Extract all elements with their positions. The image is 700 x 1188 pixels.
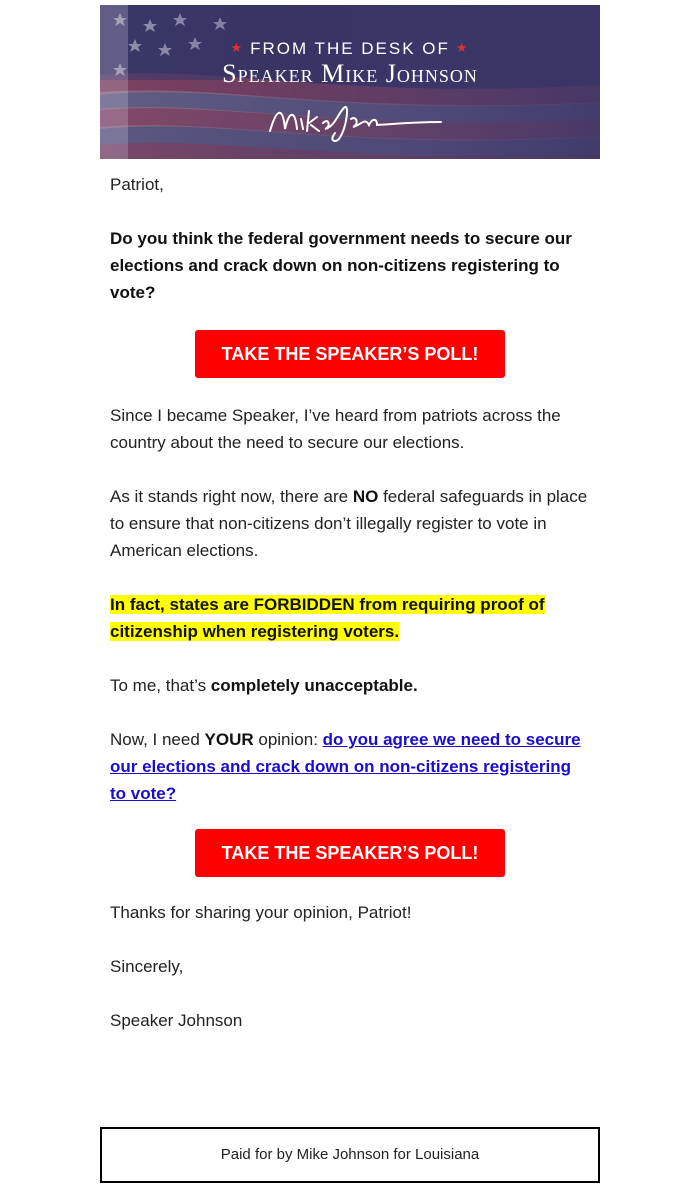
poll-button-row bbox=[110, 330, 590, 378]
thanks-line: Thanks for sharing your opinion, Patriot! bbox=[110, 903, 412, 922]
poll-button-row-2 bbox=[110, 829, 590, 877]
highlight-forbidden: FORBIDDEN bbox=[253, 595, 355, 614]
banner-title: Speaker Mike Johnson bbox=[222, 59, 478, 88]
paragraph-opinion-text-mid: opinion: bbox=[253, 730, 323, 749]
paragraph-opinion-text: Now, I need bbox=[110, 730, 205, 749]
signature-flourish-icon bbox=[265, 97, 445, 147]
lead-question: Do you think the federal government needs to secure our elections and crack down on non-citizens registering to vote? bbox=[110, 229, 572, 302]
emphasis-no: NO bbox=[352, 487, 379, 506]
poll-link[interactable]: do you agree we need to secure our elections and crack down on non-citizens registering to vote? bbox=[110, 730, 581, 803]
greeting: Patriot, bbox=[110, 175, 164, 194]
paragraph-unacceptable-text: To me, that’s bbox=[110, 676, 211, 695]
paragraph-unacceptable bbox=[110, 672, 590, 699]
paragraph-opinion bbox=[110, 726, 590, 807]
closing-line: Sincerely, bbox=[110, 957, 184, 976]
paragraph-safeguards-text: As it stands right now, there are bbox=[110, 487, 353, 506]
banner-kicker-text: FROM THE DESK OF bbox=[250, 39, 450, 58]
signature-image bbox=[265, 97, 445, 147]
emphasis-unacceptable: completely unacceptable. bbox=[210, 676, 418, 695]
highlighted-paragraph bbox=[110, 591, 590, 645]
banner-kicker bbox=[100, 39, 600, 59]
paragraph-safeguards bbox=[110, 483, 590, 564]
highlight-text-end: from requiring proof of citizenship when registering voters. bbox=[110, 595, 545, 641]
star-icon: ★ bbox=[455, 40, 470, 55]
star-icon: ★ bbox=[230, 40, 245, 55]
highlight-text-start: In fact, states are bbox=[110, 595, 254, 614]
paragraph-safeguards-text-end: federal safeguards in place to ensure that non-citizens don’t illegally register to vote in American elections. bbox=[110, 487, 588, 560]
emphasis-your: YOUR bbox=[204, 730, 254, 749]
take-poll-button[interactable]: TAKE THE SPEAKER’S POLL! bbox=[195, 330, 505, 378]
signoff-line: Speaker Johnson bbox=[110, 1011, 243, 1030]
header-banner bbox=[100, 5, 600, 159]
paragraph-intro: Since I became Speaker, I’ve heard from patriots across the country about the need to secure our elections. bbox=[110, 406, 561, 452]
take-poll-button-2[interactable]: TAKE THE SPEAKER’S POLL! bbox=[195, 829, 505, 877]
email-content bbox=[100, 171, 600, 1034]
paid-for-disclaimer: Paid for by Mike Johnson for Louisiana bbox=[100, 1127, 600, 1183]
email-body bbox=[100, 5, 600, 1034]
